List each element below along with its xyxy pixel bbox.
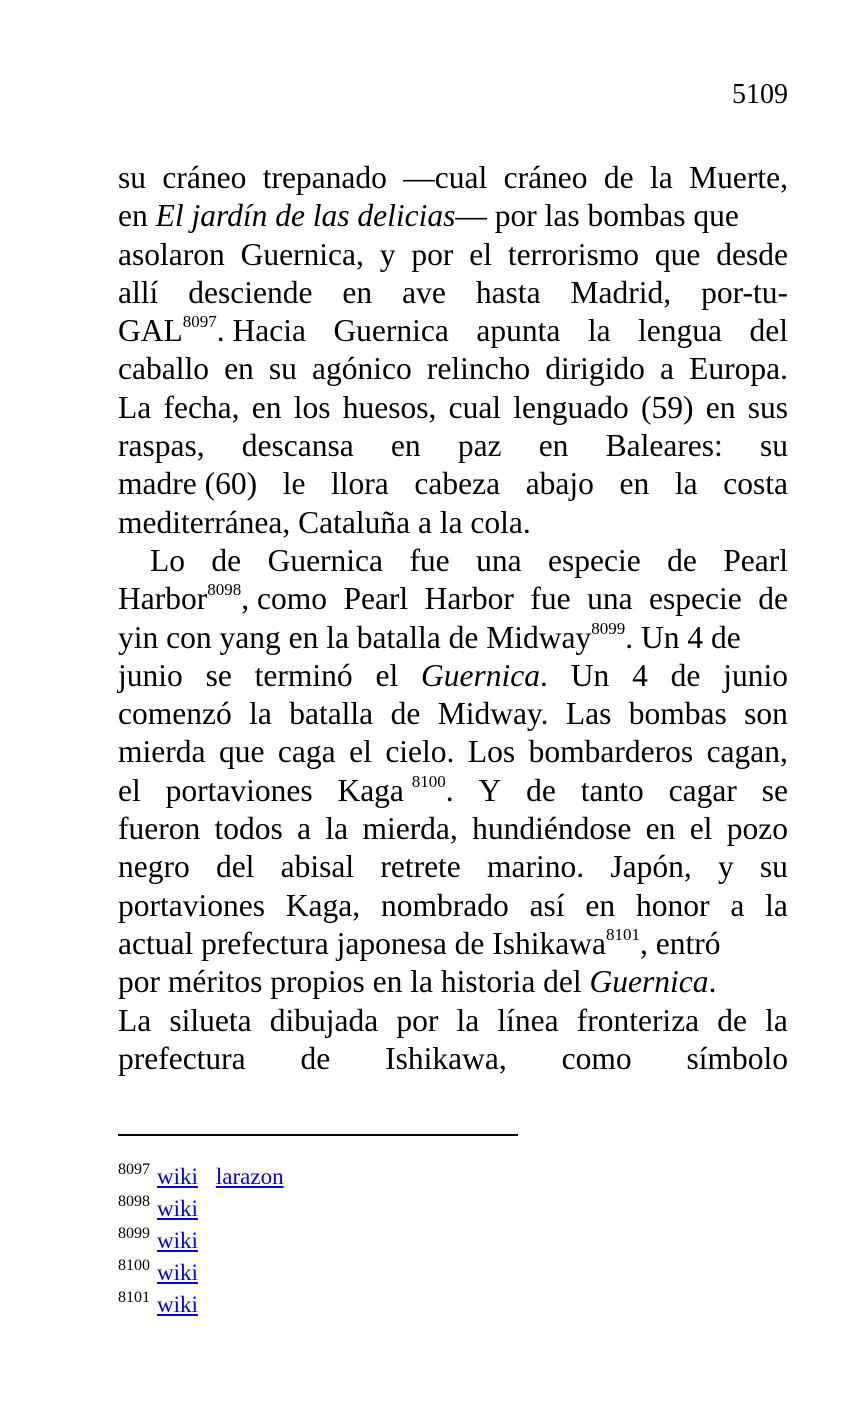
word: que [218,734,265,770]
word: cagar [668,772,737,808]
word: la [456,1002,480,1038]
word: la [650,160,673,195]
word: y [717,849,734,885]
word: los [293,389,331,425]
word: de [211,542,242,578]
word: Y [478,772,502,808]
word: abajo [525,466,594,502]
word: lenguado [513,389,629,425]
word: bombas [628,696,727,732]
word: terminó [254,657,353,693]
word: el [118,772,141,808]
footnote-number: 8099 [118,1225,150,1242]
word: de [603,160,634,195]
word: silueta [169,1002,252,1038]
word: raspas, [118,428,205,464]
footnote-link-wiki[interactable]: wiki [157,1196,198,1221]
word: hundiéndose [472,811,632,847]
word: comenzó [118,696,232,732]
word: mierda, [362,811,458,847]
word: Japón, [610,849,692,885]
text-segment: — por las bombas que [455,198,739,234]
text-line [118,963,788,1001]
text-segment: . [540,657,548,693]
word: retrete [380,849,461,885]
word: caballo [118,351,209,387]
word: de [667,542,697,578]
word: junio [723,657,788,693]
word: una [587,581,633,617]
word: apunta [476,313,561,349]
word: cráneo [503,160,588,195]
word: desde [716,236,788,272]
word: su [759,428,788,464]
word: fueron [118,811,201,847]
footnote-8097 [118,1154,302,1189]
italic-title: Guernica [589,964,709,1000]
word: en [645,811,676,847]
word: cual [448,389,502,425]
word: línea [497,1002,559,1038]
text-segment: yin con yang en la batalla de Midway [118,619,592,655]
word: y [379,236,396,272]
word: bombarderos [528,734,694,770]
italic-title: El jardín de las delicias [155,198,456,234]
word: a [730,887,745,923]
word: el [469,236,492,272]
footnote-8099 [118,1218,302,1253]
footnote-ref[interactable]: 8100 [411,771,446,791]
word: de [670,657,701,693]
text-segment: , como [241,581,327,617]
word: relincho [426,351,531,387]
footnote-number: 8097 [118,1161,150,1178]
text-segment: , entró [640,925,721,961]
word: se [205,657,232,693]
text-line [118,312,788,350]
text-line [118,159,788,197]
word: pozo [726,811,788,847]
footnote-link-wiki[interactable]: wiki [157,1260,198,1285]
text-line [118,236,788,274]
word: Lo [150,542,185,578]
word: su [268,351,297,387]
word: de [526,772,556,808]
word: como [561,1040,632,1076]
word: se [761,772,788,808]
word: la [249,696,272,732]
word: Guernica [267,542,384,578]
italic-title: Guernica [421,657,541,693]
footnote-8100 [118,1250,302,1285]
word: del [215,849,255,885]
footnote-link-wiki[interactable]: wiki [157,1292,198,1317]
word: la [325,811,349,847]
word: especie [649,581,742,617]
word: caga [277,734,336,770]
footnote-8098 [118,1186,302,1221]
footnote-number: 8101 [118,1289,150,1306]
word: marino. [487,849,585,885]
word: fue [530,581,571,617]
word: junio [118,657,183,693]
word: cielo. [385,734,455,770]
word: 4 [632,657,648,693]
word: del [749,313,788,349]
footnotes [118,1154,302,1317]
text-line [118,465,788,503]
word: su [118,160,147,195]
word: cagan, [706,734,788,770]
text-line [118,887,788,925]
word: en [342,274,373,310]
word: cabeza [414,466,501,502]
word: ave [402,274,446,310]
text-line [118,1040,788,1078]
word: nombrado [381,887,509,923]
text-line [118,657,788,695]
word: cráneo [162,160,247,195]
word: agónico [312,351,412,387]
word: portaviones [165,772,313,808]
text-line [118,580,788,618]
footnote-number: 8098 [118,1193,150,1210]
text-line [118,542,788,580]
word: son [744,696,788,732]
footnote-number: 8100 [118,1257,150,1274]
text-segment: . [445,772,454,808]
word: Muerte, [689,160,788,195]
word: hasta [475,274,541,310]
word: llora [331,466,389,502]
footnote-divider [118,1134,518,1136]
text-segment: GAL [118,313,183,349]
word: tanto [580,772,644,808]
footnote-ref[interactable]: 8097 [182,312,217,332]
word: dirigido [545,351,645,387]
footnote-link-wiki[interactable]: wiki [157,1164,198,1189]
word: por-tu- [701,274,788,310]
text-line [118,810,788,848]
word: en [705,389,736,425]
word: Harbor [424,581,514,617]
word: Baleares: [605,428,723,464]
word: la [765,1002,788,1038]
word: desciende [188,274,313,310]
page-number: 5109 [732,79,788,110]
text-segment: . [708,964,717,1000]
word: en [619,466,650,502]
word: descansa [241,428,354,464]
word: en [224,351,254,387]
word: el [689,811,713,847]
word: fecha, [163,389,240,425]
text-line [118,427,788,465]
text-line [118,733,788,771]
text-line [118,350,788,388]
text-line [118,848,788,886]
word: fronteriza [576,1002,700,1038]
text-line [118,695,788,733]
word: Europa. [689,351,788,387]
word: (59) [641,389,694,425]
word: sus [747,389,788,425]
word: que [654,236,701,272]
text-segment: Harbor [118,581,208,617]
text-line [118,197,788,235]
word: de [390,696,421,732]
word: a [660,351,675,387]
word: La [118,389,152,425]
word: allí [118,274,159,310]
text-segment: . Un 4 de [625,619,741,655]
word: símbolo [686,1040,788,1076]
word: en [390,428,421,464]
word: le [282,466,306,502]
word: Madrid, [570,274,672,310]
text-segment: en [118,198,156,234]
word: trepanado [262,160,387,195]
word: La [118,1002,152,1038]
word: de [717,1002,748,1038]
word: Pearl [723,542,788,578]
word: paz [457,428,502,464]
word: en [585,887,616,923]
word: Las [565,696,612,732]
word: por [411,236,454,272]
word: prefectura [118,1040,246,1076]
word: Midway. [437,696,549,732]
text-segment: actual prefectura japonesa de Ishikawa [118,925,606,961]
footnote-link-larazon[interactable]: larazon [215,1164,284,1189]
text-segment: Kaga [337,772,404,808]
word: el [349,734,372,770]
word: así [529,887,565,923]
footnote-ref[interactable]: 8101 [606,924,640,944]
word: mierda [118,734,206,770]
word: portaviones [118,887,265,923]
word: Kaga, [285,887,361,923]
word: Guernica, [240,236,364,272]
word: a [297,811,312,847]
word: Pearl [343,581,409,617]
word: fue [409,542,450,578]
word: en [538,428,569,464]
text-line [118,619,788,657]
word: Un [570,657,610,693]
word: en [251,389,282,425]
word: por [396,1002,439,1038]
text-line [118,389,788,427]
text-line [118,925,788,963]
word: el [375,657,399,693]
text-segment: por méritos propios en la historia del [118,964,590,1000]
word: la [674,466,698,502]
word: todos [214,811,283,847]
word: asolaron [118,236,225,272]
word: honor [636,887,710,923]
word: —cual [403,160,488,195]
word: su [759,849,788,885]
footnote-8101 [118,1282,302,1317]
text-line [118,274,788,312]
footnote-ref[interactable]: 8099 [591,618,626,638]
word: lengua [638,313,722,349]
footnote-ref[interactable]: 8098 [207,580,242,600]
word: la [765,887,788,923]
word: una [476,542,522,578]
word: terrorismo [507,236,640,272]
word: de [758,581,788,617]
text-line [118,772,788,810]
word: la [587,313,611,349]
word: dibujada [269,1002,379,1038]
word: negro [118,849,190,885]
word: madre (60) [118,466,258,502]
word: de [300,1040,331,1076]
word: abisal [280,849,355,885]
footnote-link-wiki[interactable]: wiki [157,1228,198,1253]
body-text [118,159,788,1078]
text-line [118,1002,788,1040]
word: costa [723,466,788,502]
word: Ishikawa, [385,1040,507,1076]
word: batalla [289,696,374,732]
word: Guernica [333,313,449,349]
text-line: mediterránea, Cataluña a la cola. [118,504,531,540]
text-segment: . Hacia [216,313,306,349]
word: huesos, [342,389,437,425]
word: especie [548,542,641,578]
word: Los [467,734,516,770]
